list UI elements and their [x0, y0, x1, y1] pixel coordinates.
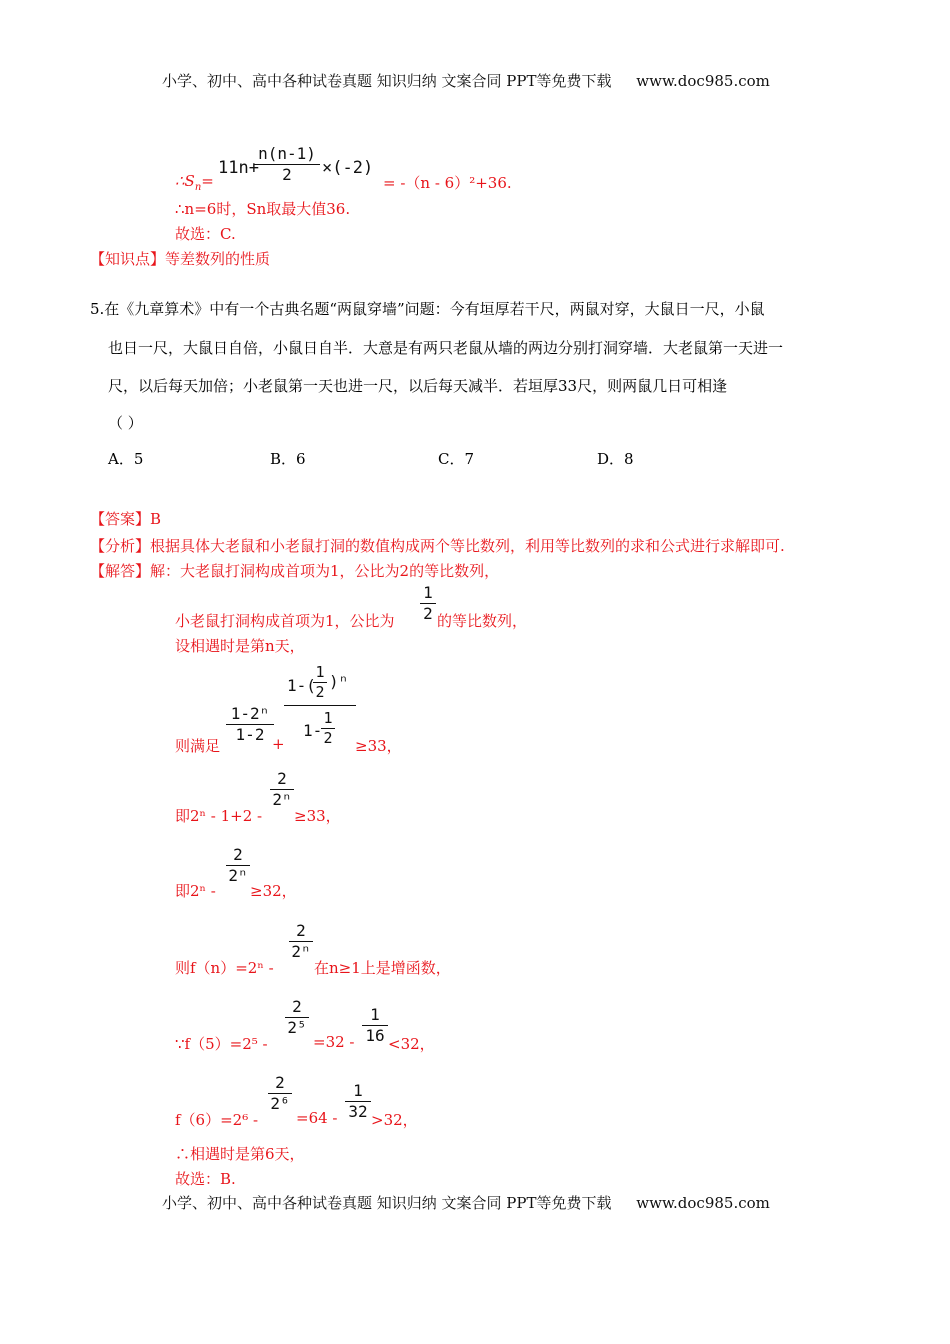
answer-line: [90, 508, 161, 529]
step7-b: <32，: [388, 1035, 435, 1053]
answer-value: B: [150, 510, 162, 528]
step1-fraction: 1 2: [420, 584, 436, 624]
f2-bar: [284, 705, 356, 706]
sn-result: = -（n - 6）²+36.: [383, 174, 512, 192]
sn-fraction: n(n-1) 2: [254, 145, 320, 185]
page-header: [162, 70, 770, 91]
step3-a: 则满足: [175, 737, 221, 755]
page-footer: [162, 1192, 770, 1213]
footer-url: www.doc985.com: [636, 1194, 770, 1212]
step10: 故选：B.: [175, 1170, 236, 1188]
step5-b: ≥32，: [250, 882, 297, 900]
step8-b: >32，: [371, 1111, 418, 1129]
kp-label: 【知识点】: [90, 250, 166, 268]
header-text: 小学、初中、高中各种试卷真题 知识归纳 文案合同 PPT等免费下载: [162, 72, 612, 90]
step6-a: 则f（n）=2ⁿ -: [175, 959, 274, 977]
f2-top-b: )ⁿ: [329, 672, 349, 691]
step6-b: 在n≥1上是增函数，: [314, 959, 451, 977]
step3-plus: +: [272, 735, 285, 753]
option-b: B．6: [270, 450, 306, 468]
footer-text: 小学、初中、高中各种试卷真题 知识归纳 文案合同 PPT等免费下载: [162, 1194, 612, 1212]
f2-bot-frac: 1 2: [321, 710, 335, 748]
option-d: D．8: [597, 450, 634, 468]
step3-b: ≥33，: [355, 737, 402, 755]
step1-a: 小老鼠打洞构成首项为1，公比为: [175, 612, 395, 630]
step3-fraction1: 1-2ⁿ 1-2: [226, 705, 274, 745]
q5-line2: 也日一尺，大鼠日自倍，小鼠日自半．大意是有两只老鼠从墙的两边分别打洞穿墙．大老鼠第一天进一: [108, 339, 784, 357]
step2: 设相遇时是第n天，: [175, 637, 305, 655]
q5-paren: （ ）: [108, 414, 143, 432]
f2-top-a: 1-(: [287, 676, 316, 695]
solution-label: 【解答】: [90, 562, 151, 580]
sn-prefix: $\therefore S_n=$: [175, 172, 214, 193]
option-c: C．7: [438, 450, 475, 468]
header-url: www.doc985.com: [636, 72, 770, 90]
q5-line3: 尺，以后每天加倍；小老鼠第一天也进一尺，以后每天减半．若垣厚33尺，则两鼠几日可相逢: [108, 377, 728, 395]
option-a: A．5: [108, 450, 144, 468]
step4-b: ≥33，: [294, 807, 341, 825]
step4-fraction: 2 2ⁿ: [270, 770, 294, 810]
solution-line: [90, 560, 499, 581]
max-line: ∴n=6时，Sn取最大值36.: [175, 200, 351, 218]
f2-top-frac: 1 2: [313, 664, 327, 702]
step1-b: 的等比数列，: [437, 612, 528, 630]
answer-label: 【答案】: [90, 510, 151, 528]
prev-choose: 故选：C.: [175, 225, 236, 243]
step9: ∴相遇时是第6天，: [175, 1145, 305, 1163]
analysis-text: 根据具体大老鼠和小老鼠打洞的数值构成两个等比数列，利用等比数列的求和公式进行求解即可.: [150, 537, 785, 555]
q5-line1: 5.在《九章算术》中有一个古典名题“两鼠穿墙”问题：今有垣厚若干尺，两鼠对穿，大鼠日一尺，小鼠: [90, 300, 765, 318]
step8-fraction1: 2 2⁶: [268, 1074, 292, 1114]
knowledge-point: [90, 248, 270, 269]
analysis-label: 【分析】: [90, 537, 151, 555]
sn-11n: 11n+: [218, 158, 259, 178]
step5-fraction: 2 2ⁿ: [226, 846, 250, 886]
step7-a: ∵f（5）=2⁵ -: [175, 1035, 268, 1053]
step8-fraction2: 1 32: [345, 1082, 371, 1122]
step7-mid: =32 -: [313, 1033, 355, 1051]
analysis-line: [90, 535, 785, 556]
step8-a: f（6）=2⁶ -: [175, 1111, 259, 1129]
solution-text: 解：大老鼠打洞构成首项为1，公比为2的等比数列，: [150, 562, 500, 580]
step7-fraction2: 1 16: [362, 1006, 388, 1046]
f2-bot-a: 1-: [303, 721, 323, 740]
kp-text: 等差数列的性质: [165, 250, 271, 268]
step5-a: 即2ⁿ -: [175, 882, 216, 900]
step7-fraction1: 2 2⁵: [285, 998, 309, 1038]
step8-mid: =64 -: [296, 1109, 338, 1127]
step6-fraction: 2 2ⁿ: [289, 922, 313, 962]
step4-a: 即2ⁿ - 1+2 -: [175, 807, 263, 825]
sn-times: ×(-2): [322, 158, 374, 178]
